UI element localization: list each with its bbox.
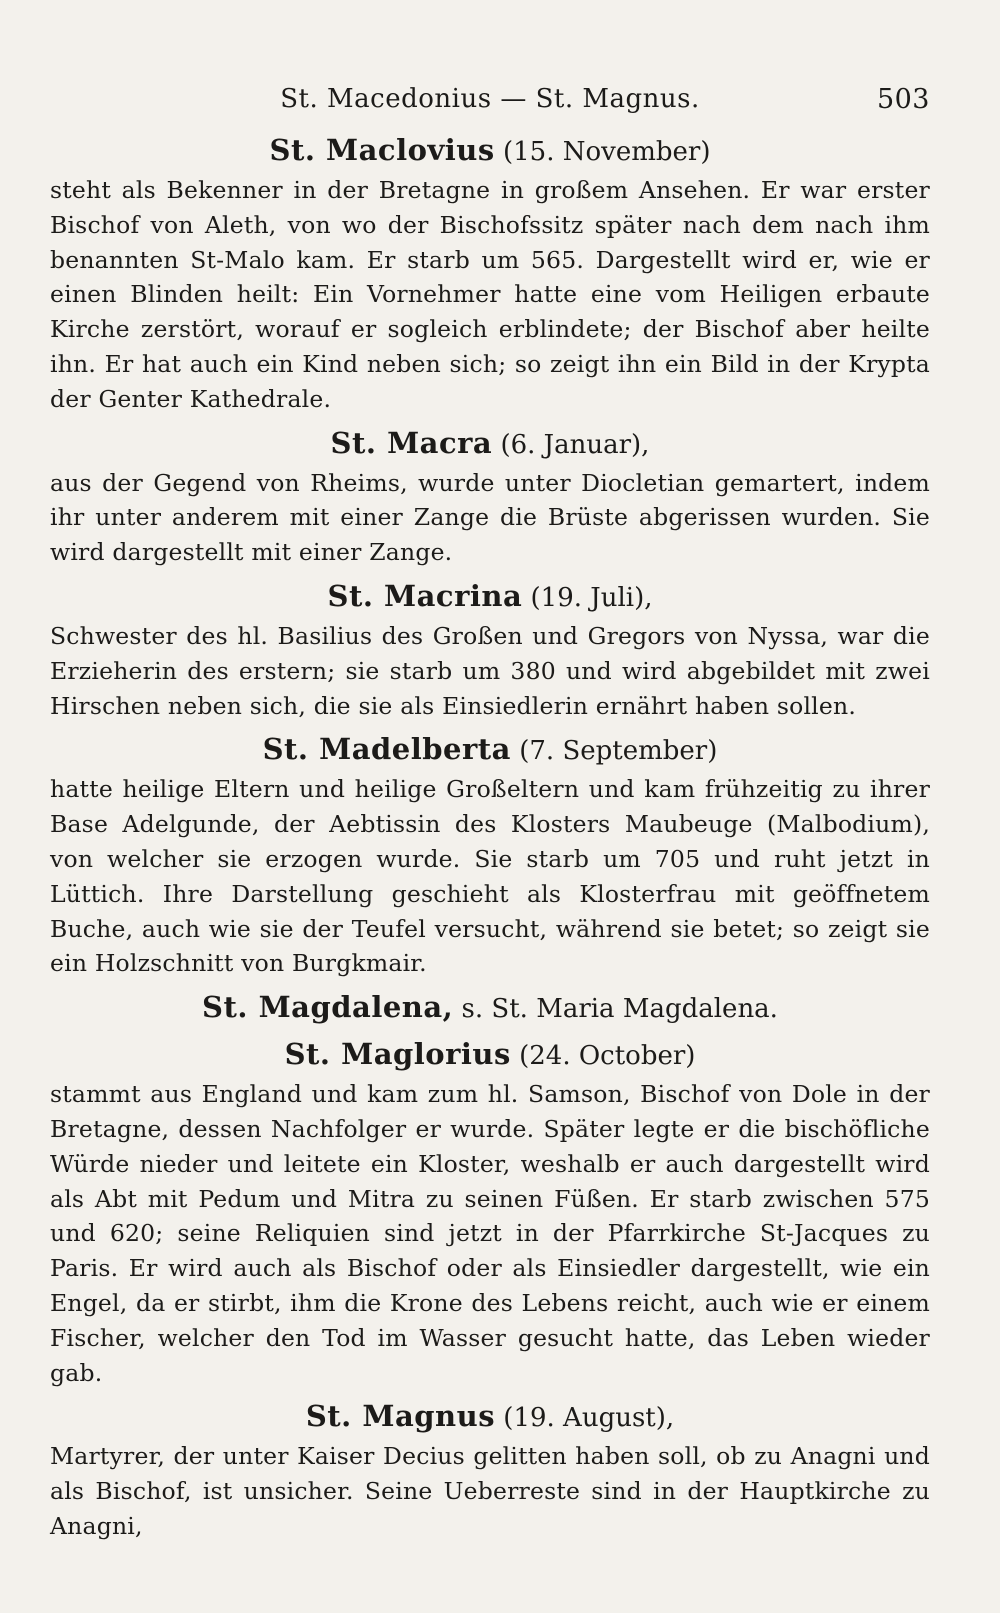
feast-date: (6. Januar), bbox=[500, 429, 650, 460]
feast-date: (19. August), bbox=[503, 1403, 675, 1434]
entry-magdalena bbox=[50, 989, 930, 1028]
entry-text: hatte heilige Eltern und heilige Großeltern und kam frühzeitig zu ihrer Base Adelgunde, der Aebtissin des Klosters Maubeuge (Malbodium), von welcher sie erzogen wurde. Sie starb um 705 und ruht jetzt in Lüttich. Ihre Darstellung geschieht als Klosterfrau mit geöffnetem Buche, auch wie sie der Teufel versucht, während sie betet; so zeigt sie ein Holzschnitt von Burgkmair. bbox=[50, 775, 930, 978]
entry-text: steht als Bekenner in der Bretagne in großem Ansehen. Er war erster Bischof von Aleth, von wo der Bischofssitz später nach dem nach ihm benannten St-Malo kam. Er starb um 565. Dargestellt wird er, wie er einen Blinden heilt: Ein Vornehmer hatte eine vom Heiligen erbaute Kirche zerstört, worauf er sogleich erblindete; der Bischof aber heilte ihn. Er hat auch ein Kind neben sich; so zeigt ihn ein Bild in der Krypta der Genter Kathedrale. bbox=[50, 176, 930, 413]
feast-date: (7. September) bbox=[519, 736, 718, 767]
entry-heading bbox=[50, 731, 930, 770]
running-title: St. Macedonius — St. Magnus. bbox=[280, 84, 700, 114]
entry-maclovius bbox=[50, 132, 930, 417]
entry-macra bbox=[50, 425, 930, 570]
entry-magnus bbox=[50, 1398, 930, 1543]
entry-heading bbox=[50, 1036, 930, 1075]
feast-date: (24. October) bbox=[519, 1041, 696, 1072]
entry-text: Martyrer, der unter Kaiser Decius gelitten haben soll, ob zu Anagni und als Bischof, ist unsicher. Seine Ueberreste sind in der Hauptkirche zu Anagni, bbox=[50, 1442, 930, 1540]
entries bbox=[50, 132, 930, 1544]
saint-name: St. Magdalena, bbox=[202, 990, 454, 1025]
saint-name: St. Magnus bbox=[305, 1399, 496, 1434]
entry-text: Schwester des hl. Basilius des Großen und Gregors von Nyssa, war die Erzieherin des erstern; sie starb um 380 und wird abgebildet mit zwei Hirschen neben sich, die sie als Einsiedlerin ernährt haben sollen. bbox=[50, 621, 930, 720]
entry-heading bbox=[50, 425, 930, 464]
entry-heading bbox=[50, 132, 930, 171]
entry-heading bbox=[50, 989, 930, 1028]
running-head bbox=[50, 78, 930, 124]
saint-name: St. Macrina bbox=[327, 578, 523, 613]
saint-name: St. Madelberta bbox=[262, 732, 511, 767]
entry-macrina bbox=[50, 578, 930, 723]
feast-date: (15. November) bbox=[502, 137, 711, 167]
saint-name: St. Maglorius bbox=[284, 1037, 511, 1072]
cross-reference: s. St. Maria Magdalena. bbox=[461, 994, 778, 1025]
entry-maglorius bbox=[50, 1036, 930, 1390]
saint-name: St. Maclovius bbox=[269, 133, 495, 167]
page-number: 503 bbox=[876, 84, 930, 115]
feast-date: (19. Juli), bbox=[530, 582, 653, 613]
saint-name: St. Macra bbox=[330, 425, 493, 460]
entry-heading bbox=[50, 1398, 930, 1437]
entry-heading bbox=[50, 578, 930, 617]
entry-madelberta bbox=[50, 731, 930, 981]
entry-text: aus der Gegend von Rheims, wurde unter Diocletian gemartert, indem ihr unter anderem mit einer Zange die Brüste abgerissen wurden. Sie wird dargestellt mit einer Zange. bbox=[50, 468, 930, 567]
entry-text: stammt aus England und kam zum hl. Samson, Bischof von Dole in der Bretagne, dessen Nachfolger er wurde. Später legte er die bischöfliche Würde nieder und leitete ein Kloster, weshalb er auch dargestellt wird als Abt mit Pedum und Mitra zu seinen Füßen. Er starb zwischen 575 und 620; seine Reliquien sind jetzt in der Pfarrkirche St-Jacques zu Paris. Er wird auch als Bischof oder als Einsiedler dargestellt, wie ein Engel, da er stirbt, ihm die Krone des Lebens reicht, auch wie er einem Fischer, welcher den Tod im Wasser gesucht hatte, das Leben wieder gab. bbox=[50, 1080, 930, 1387]
